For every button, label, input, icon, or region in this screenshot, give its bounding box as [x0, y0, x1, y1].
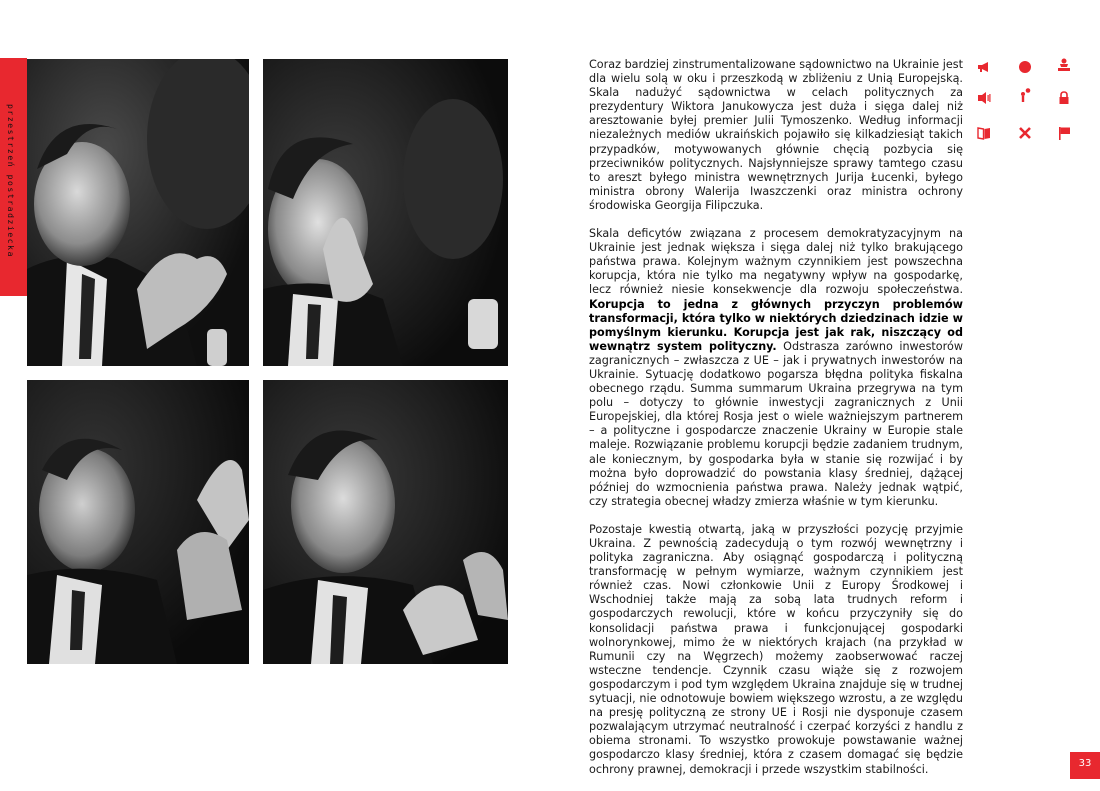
photo-speaker-looking-up [27, 380, 249, 664]
photo-speaker-explaining [263, 380, 508, 664]
paragraph-text: Skala deficytów związana z procesem demokratyzacyjnym na Ukrainie jest jednak większa i sięga dalej niż tylko brakującego państwa prawa. Kolejnym ważnym czynnikiem jest powszechna korupcja, która nie tylko ma negatywny wpływ na gospodarkę, lecz również niesie konsekwencje dla rozwoju społeczeństwa. [589, 227, 963, 297]
paragraph [589, 227, 963, 509]
megaphone-icon [977, 60, 991, 74]
article-body [589, 58, 963, 791]
padlock-icon [1057, 91, 1071, 105]
paragraph-text: Coraz bardziej zinstrumentalizowane sądownictwo na Ukrainie jest dla wielu solą w oku i przeszkodą w zbliżeniu z Unią Europejską. Skala nadużyć sądownictwa w celach politycznych za prezydentury Wiktora Janukowycza jest duża i sięga dalej niż aresztowanie byłej premier Julii Tymoszenko. Według informacji niezależnych mediów ukraińskich pojawiło się kilkadziesiąt takich przypadków, motywowanych głównie chęcią pozbycia się przeciwników politycznych. Najsłynniejsze sprawy tamtego czasu to areszt byłego ministra wewnętrznych Jurija Łucenki, byłego ministra obrony Walerija Iwaszczenki oraz ministra ochrony środowiska Georgija Filipczuka. [589, 58, 963, 212]
speaker-icon [977, 91, 991, 105]
paragraph-highlight: Korupcja to jedna z głównych przyczyn problemów transformacji, która tylko w niektórych dziedzinach idzie w pomyślnym kierunku. Korupcja jest jak rak, niszczący od wewnątrz system polityczny. [589, 297, 963, 353]
page-number: 33 [1078, 758, 1092, 769]
photo-speaker-gesturing [27, 59, 249, 366]
photo-speaker-profile [263, 59, 508, 366]
icon-grid [970, 58, 1090, 148]
paragraph-text: Odstrasza zarówno inwestorów zagranicznych – zwłaszcza z UE – jak i prywatnych inwestorów na Ukrainie. Sytuację dodatkowo pogarsza błędna polityka fiskalna obecnego rządu. Summa summarum Ukraina przegrywa na tym polu – dotyczy to głównie inwestycji zagranicznych z Unii Europejskiej, dla której Rosja jest o wiele ważniejszym partnerem – a polityczne i gospodarcze znaczenie Ukrainy w Europie stale maleje. Rozwiązanie problemu korupcji będzie zadaniem trudnym, ale koniecznym, by gospodarka była w stanie się rozwijać i by można było doprowadzić do powstania klasy średniej, dążącej później do wzmocnienia państwa prawa. Należy jednak wątpić, czy strategia obecnej władzy zmierza właśnie w tym kierunku. [589, 339, 963, 508]
cross-icon [1018, 126, 1032, 140]
person-idea-icon [1018, 88, 1032, 102]
flag-icon [1057, 126, 1071, 140]
paragraph [589, 523, 963, 777]
person-podium-icon [1057, 58, 1071, 72]
paragraph-text: Pozostaje kwestią otwartą, jaką w przyszłości pozycję przyjmie Ukraina. Z pewnością zadecydują o tym rozwój wewnętrzny i polityka zagraniczna. Aby osiągnąć gospodarczą i polityczną transformację w pełnym wymiarze, ważnym czynnikiem jest również czas. Nowi członkowie Unii z Europy Środkowej i Wschodniej także mają za sobą lata trudnych reform i gospodarczych rewolucji, które w końcu przyczyniły się do konsolidacji państwa prawa i funkcjonującej gospodarki wolnorynkowej, mimo że w niektórych krajach (na przykład w Rumunii czy na Węgrzech) możemy zaobserwować raczej wsteczne tendencje. Czynnik czasu wiąże się z rozwojem gospodarczym i pod tym względem Ukraina znajduje się w trudnej sytuacji, nie odnotowuje bowiem większego wzrostu, a ze względu na presję polityczną ze strony UE i Rosji nie dysponuje czasem pozwalającym utrzymać neutralność i czerpać korzyści z handlu z obiema stronami. To wszystko prowokuje powstawanie ważnej gospodarczo klasy średniej, która z czasem domagać się będzie ochrony prawnej, demokracji i przede wszystkim stabilności. [589, 522, 963, 776]
paragraph [589, 58, 963, 213]
section-label: przestrzeń postradziecka [6, 104, 15, 258]
book-icon [977, 126, 991, 140]
page-number-box [1070, 752, 1100, 779]
dot-icon [1018, 60, 1032, 74]
